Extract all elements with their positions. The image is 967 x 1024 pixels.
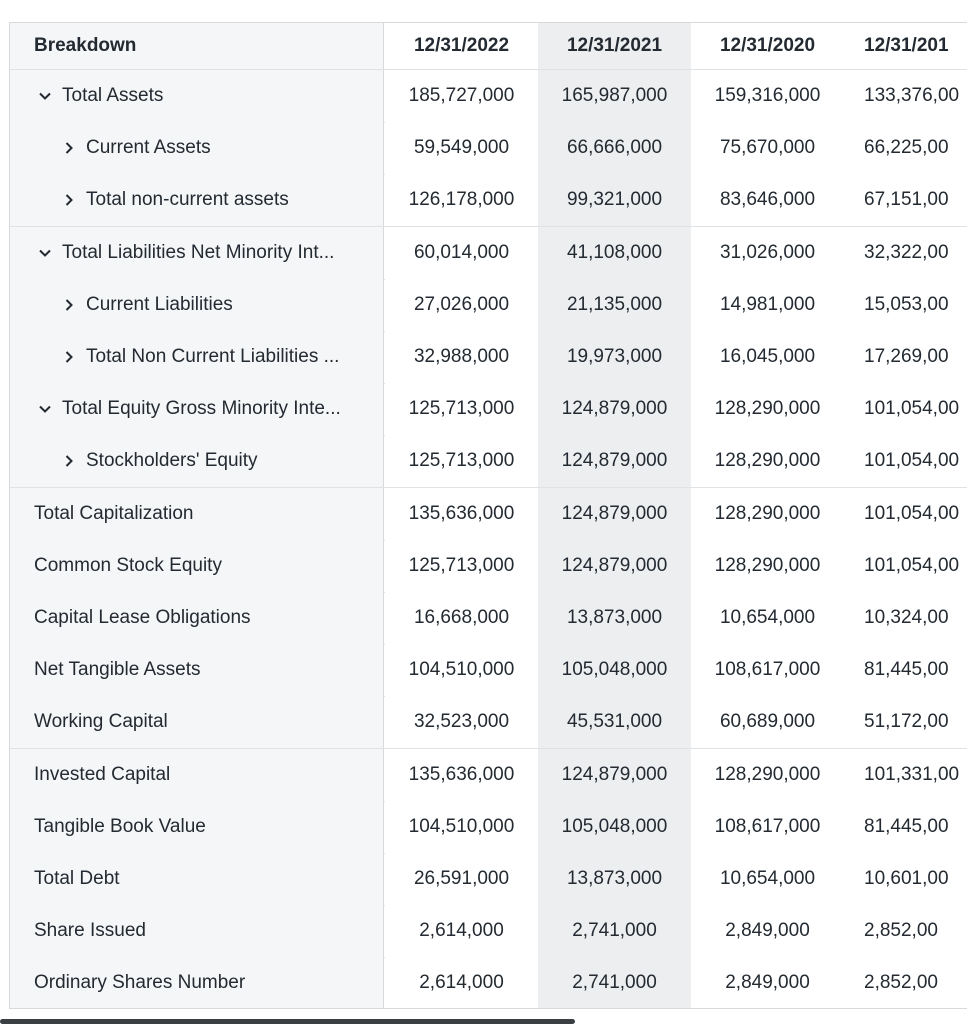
row-label-text: Invested Capital	[34, 763, 171, 785]
value-cell: 13,873,000	[538, 853, 691, 905]
chevron-down-icon[interactable]	[38, 89, 56, 103]
value-cell: 60,014,000	[385, 227, 538, 279]
value-cell: 59,549,000	[385, 122, 538, 174]
balance-sheet-table	[9, 22, 967, 1009]
value-cell: 104,510,000	[385, 644, 538, 696]
value-cell: 125,713,000	[385, 435, 538, 487]
value-cell: 101,054,00	[844, 488, 967, 540]
row-label	[10, 749, 384, 801]
value-cell: 105,048,000	[538, 644, 691, 696]
value-cell: 135,636,000	[385, 749, 538, 801]
value-cell: 2,852,00	[844, 905, 967, 957]
value-cell: 41,108,000	[538, 227, 691, 279]
value-cell: 101,331,00	[844, 749, 967, 801]
value-cell: 101,054,00	[844, 383, 967, 435]
table-row	[10, 957, 967, 1009]
table-row	[10, 435, 967, 488]
value-cell: 2,614,000	[385, 957, 538, 1009]
chevron-right-icon[interactable]	[62, 454, 80, 468]
value-cell: 21,135,000	[538, 279, 691, 331]
value-cell: 108,617,000	[691, 801, 844, 853]
row-label-text: Share Issued	[34, 920, 146, 942]
table-row	[10, 70, 967, 123]
horizontal-scrollbar[interactable]	[0, 1019, 575, 1024]
row-label-text: Total Equity Gross Minority Inte...	[62, 398, 341, 420]
value-cell: 10,654,000	[691, 853, 844, 905]
value-cell: 104,510,000	[385, 801, 538, 853]
row-label-text: Total Debt	[34, 868, 120, 889]
value-cell: 81,445,00	[844, 801, 967, 853]
value-cell: 125,713,000	[385, 383, 538, 435]
value-cell: 133,376,00	[844, 70, 967, 122]
value-cell: 128,290,000	[691, 540, 844, 592]
value-cell: 16,668,000	[385, 592, 538, 644]
row-label-text: Total Non Current Liabilities ...	[86, 346, 340, 367]
table-header-row	[10, 23, 967, 70]
chevron-right-icon[interactable]	[62, 350, 80, 364]
value-cell: 14,981,000	[691, 279, 844, 331]
row-label-text: Ordinary Shares Number	[34, 972, 246, 994]
value-cell: 128,290,000	[691, 488, 844, 540]
value-cell: 128,290,000	[691, 749, 844, 801]
row-label[interactable]	[10, 174, 384, 226]
value-cell: 126,178,000	[385, 174, 538, 226]
value-cell: 81,445,00	[844, 644, 967, 696]
value-cell: 2,614,000	[385, 905, 538, 957]
row-label[interactable]	[10, 331, 384, 383]
row-label-text: Total Capitalization	[34, 502, 194, 524]
row-label	[10, 957, 384, 1009]
row-label	[10, 488, 384, 540]
value-cell: 32,322,00	[844, 227, 967, 279]
value-cell: 83,646,000	[691, 174, 844, 226]
value-cell: 2,741,000	[538, 905, 691, 957]
value-cell: 16,045,000	[691, 331, 844, 383]
value-cell: 185,727,000	[385, 70, 538, 122]
row-label	[10, 644, 384, 696]
value-cell: 99,321,000	[538, 174, 691, 226]
value-cell: 66,666,000	[538, 122, 691, 174]
value-cell: 124,879,000	[538, 540, 691, 592]
date-header-2022: 12/31/2022	[385, 23, 538, 69]
value-cell: 2,849,000	[691, 957, 844, 1009]
date-header-2021: 12/31/2021	[538, 23, 691, 69]
date-header-2019: 12/31/201	[844, 23, 967, 69]
value-cell: 165,987,000	[538, 70, 691, 122]
value-cell: 26,591,000	[385, 853, 538, 905]
value-cell: 128,290,000	[691, 435, 844, 487]
table-row	[10, 853, 967, 906]
table-row	[10, 383, 967, 436]
row-label-text: Capital Lease Obligations	[34, 607, 251, 628]
row-label-text: Total Liabilities Net Minority Int...	[62, 241, 335, 263]
value-cell: 124,879,000	[538, 383, 691, 435]
value-cell: 10,654,000	[691, 592, 844, 644]
row-label-text: Common Stock Equity	[34, 554, 222, 576]
value-cell: 101,054,00	[844, 540, 967, 592]
table-row	[10, 696, 967, 749]
value-cell: 32,988,000	[385, 331, 538, 383]
value-cell: 2,741,000	[538, 957, 691, 1009]
table-row	[10, 279, 967, 332]
chevron-right-icon[interactable]	[62, 141, 80, 155]
row-label	[10, 905, 384, 957]
value-cell: 31,026,000	[691, 227, 844, 279]
value-cell: 27,026,000	[385, 279, 538, 331]
value-cell: 60,689,000	[691, 696, 844, 748]
row-label-text: Working Capital	[34, 711, 168, 733]
value-cell: 124,879,000	[538, 749, 691, 801]
value-cell: 67,151,00	[844, 174, 967, 226]
value-cell: 66,225,00	[844, 122, 967, 174]
chevron-down-icon[interactable]	[38, 402, 56, 416]
value-cell: 125,713,000	[385, 540, 538, 592]
value-cell: 32,523,000	[385, 696, 538, 748]
row-label-text: Tangible Book Value	[34, 815, 206, 837]
value-cell: 2,852,00	[844, 957, 967, 1009]
table-row	[10, 227, 967, 280]
row-label[interactable]	[10, 435, 384, 487]
value-cell: 17,269,00	[844, 331, 967, 383]
row-label	[10, 592, 384, 644]
table-row	[10, 592, 967, 645]
row-label[interactable]	[10, 227, 384, 279]
value-cell: 10,324,00	[844, 592, 967, 644]
value-cell: 19,973,000	[538, 331, 691, 383]
table-row	[10, 174, 967, 227]
row-label-text: Current Liabilities	[86, 293, 233, 315]
value-cell: 51,172,00	[844, 696, 967, 748]
table-row	[10, 488, 967, 541]
row-label-text: Total Assets	[62, 85, 164, 106]
value-cell: 124,879,000	[538, 488, 691, 540]
row-label-text: Net Tangible Assets	[34, 659, 201, 681]
table-row	[10, 331, 967, 384]
table-row	[10, 540, 967, 593]
row-label-text: Total non-current assets	[86, 189, 289, 211]
row-label[interactable]	[10, 383, 384, 435]
row-label[interactable]	[10, 279, 384, 331]
row-label	[10, 801, 384, 853]
row-label-text: Stockholders' Equity	[86, 450, 258, 472]
value-cell: 13,873,000	[538, 592, 691, 644]
value-cell: 105,048,000	[538, 801, 691, 853]
chevron-right-icon[interactable]	[62, 298, 80, 312]
table-row	[10, 122, 967, 175]
table-row	[10, 801, 967, 854]
row-label[interactable]	[10, 70, 384, 122]
value-cell: 75,670,000	[691, 122, 844, 174]
row-label	[10, 540, 384, 592]
value-cell: 135,636,000	[385, 488, 538, 540]
chevron-right-icon[interactable]	[62, 193, 80, 207]
value-cell: 101,054,00	[844, 435, 967, 487]
value-cell: 15,053,00	[844, 279, 967, 331]
date-header-2020: 12/31/2020	[691, 23, 844, 69]
table-row	[10, 905, 967, 958]
table-row	[10, 644, 967, 697]
chevron-down-icon[interactable]	[38, 246, 56, 260]
value-cell: 45,531,000	[538, 696, 691, 748]
value-cell: 10,601,00	[844, 853, 967, 905]
value-cell: 124,879,000	[538, 435, 691, 487]
row-label-text: Current Assets	[86, 137, 211, 159]
value-cell: 2,849,000	[691, 905, 844, 957]
row-label[interactable]	[10, 122, 384, 174]
value-cell: 159,316,000	[691, 70, 844, 122]
breakdown-header: Breakdown	[10, 23, 384, 69]
row-label	[10, 853, 384, 905]
value-cell: 128,290,000	[691, 383, 844, 435]
table-row	[10, 749, 967, 802]
value-cell: 108,617,000	[691, 644, 844, 696]
row-label	[10, 696, 384, 748]
